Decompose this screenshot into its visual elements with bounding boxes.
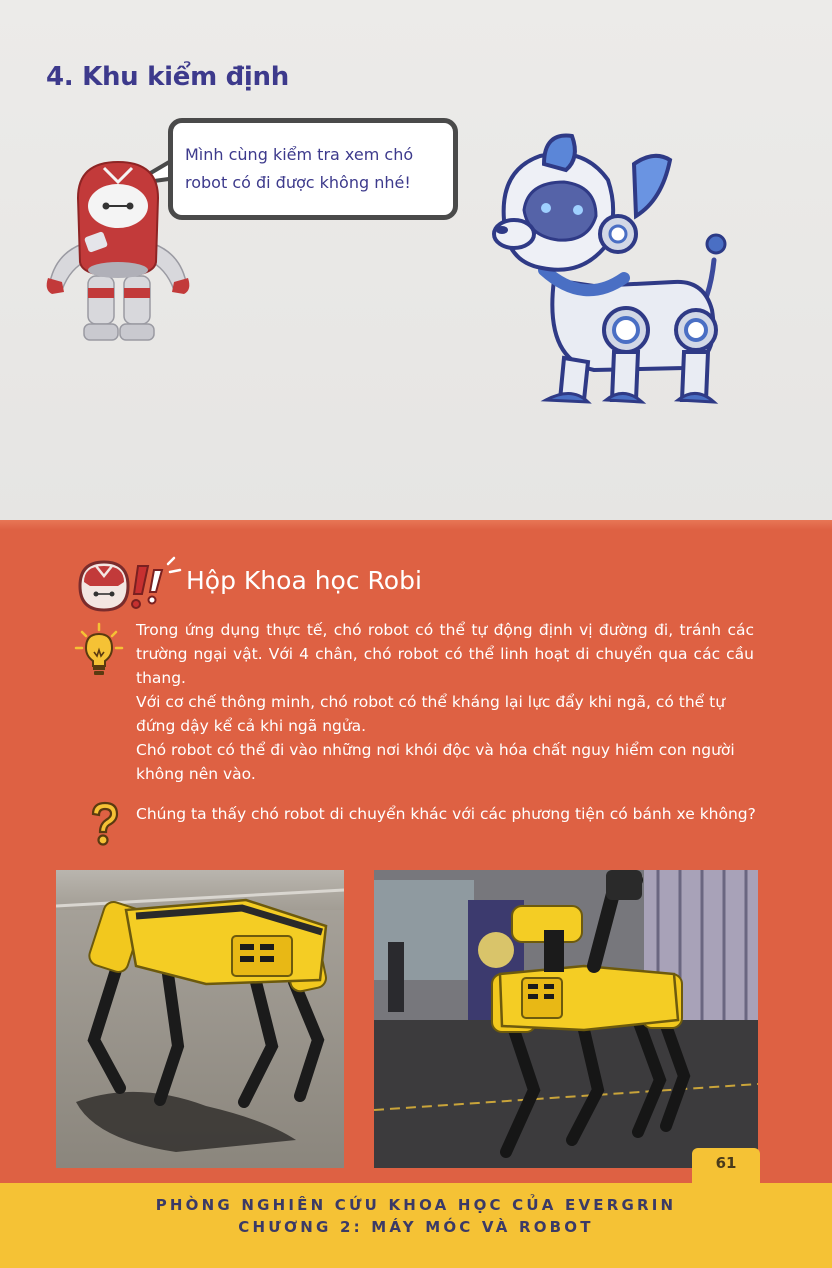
science-box-text bbox=[136, 618, 754, 786]
science-question: Chúng ta thấy chó robot di chuyển khác với các phương tiện có bánh xe không? bbox=[136, 805, 756, 823]
speech-bubble-line-1: Mình cùng kiểm tra xem chó bbox=[185, 145, 414, 164]
science-paragraph-1: Trong ứng dụng thực tế, chó robot có thể tự động định vị đường đi, tránh các trường ngại vật. Với 4 chân, chó robot có thể linh hoạt di chuyển qua các cầu thang. bbox=[136, 621, 754, 687]
robot-dog-photo-left bbox=[56, 870, 344, 1168]
question-mark-icon bbox=[88, 800, 122, 848]
lightbulb-icon bbox=[74, 622, 124, 680]
footer-chapter-title: CHƯƠNG 2: MÁY MÓC VÀ ROBOT bbox=[238, 1218, 594, 1236]
speech-bubble bbox=[168, 118, 458, 220]
speech-bubble-line-2: robot có đi được không nhé! bbox=[185, 173, 411, 192]
exclamation-icon bbox=[74, 556, 184, 616]
science-paragraph-3: Chó robot có thể đi vào những nơi khói độc và hóa chất nguy hiểm con người không nên vào. bbox=[136, 741, 735, 783]
section-title: 4. Khu kiểm định bbox=[46, 62, 289, 92]
footer-book-title: PHÒNG NGHIÊN CỨU KHOA HỌC CỦA EVERGRIN bbox=[155, 1196, 677, 1214]
page-number: 61 bbox=[715, 1154, 737, 1172]
robot-dog-icon bbox=[484, 130, 734, 420]
robot-dog-photo-right bbox=[374, 870, 758, 1168]
science-box-title: Hộp Khoa học Robi bbox=[186, 566, 422, 595]
robi-robot-icon bbox=[42, 158, 194, 354]
science-paragraph-2: Với cơ chế thông minh, chó robot có thể kháng lại lực đẩy khi ngã, có thể tự đứng dậy kể cả khi ngã ngửa. bbox=[136, 693, 726, 735]
